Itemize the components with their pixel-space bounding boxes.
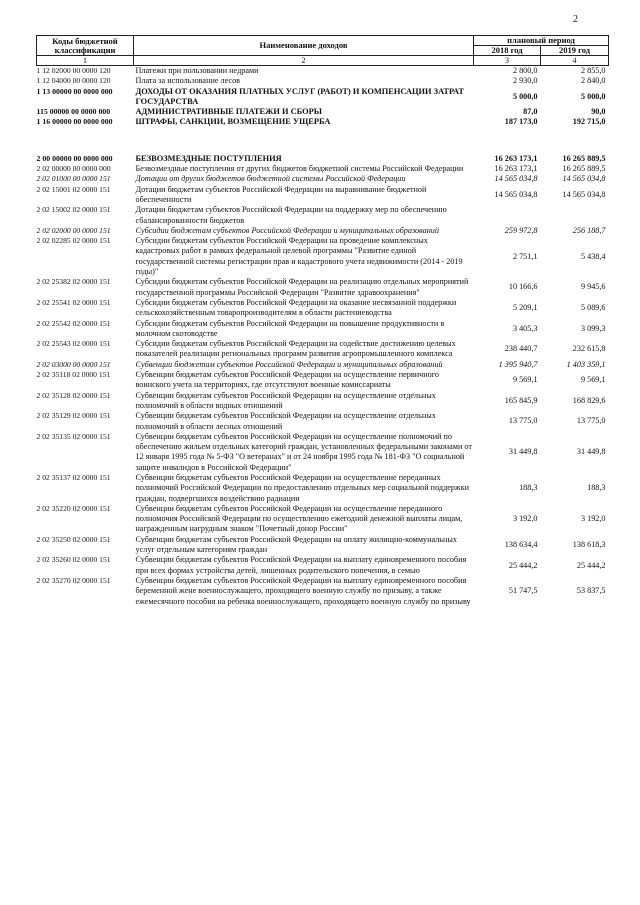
- value-2019: 188,3: [587, 483, 606, 493]
- value-2018: 165 845,9: [504, 395, 538, 405]
- value-2018: [474, 128, 541, 154]
- revenue-name: Субсидии бюджетам субъектов Российской Федерации на повышение продуктивности в молочном скотоводстве: [135, 318, 445, 338]
- table-row: [37, 339, 609, 360]
- budget-code: 2 02 02000 00 0000 151: [36, 225, 111, 235]
- revenue-name: Субвенции бюджетам субъектов Российской Федерации на осуществление первичного воинского учета на территориях, где отсутствуют военные комиссариаты: [135, 370, 439, 390]
- budget-code: 2 02 02285 02 0000 151: [36, 236, 111, 246]
- value-2018: [474, 205, 541, 226]
- budget-code: 2 02 35270 02 0000 151: [36, 575, 111, 585]
- table-row: [37, 277, 609, 298]
- revenue-name: Субсидии бюджетам субъектов Российской Федерации на реализацию отдельных мероприятий государственной программы Российской Федерации "Развитие здравоохранения": [135, 277, 469, 297]
- budget-code: 2 02 25543 02 0000 151: [36, 339, 111, 349]
- revenue-name: Субвенции бюджетам субъектов Российской Федерации на осуществление переданного полномочия Российской Федерации по осуществлению ежегодной денежной выплаты лицам, награжденным нагрудным знаком "Почетный донор России": [135, 503, 463, 534]
- value-2019: 13 775,0: [576, 416, 606, 426]
- table-body: [37, 66, 609, 607]
- revenue-name: Субсидии бюджетам субъектов Российской Федерации на оказание несвязанной поддержки сельскохозяйственным товаропроизводителям в области растениеводства: [135, 297, 457, 318]
- table-row: [37, 473, 609, 504]
- table-row: [37, 154, 609, 164]
- value-2018: 2 751,1: [512, 251, 538, 261]
- revenue-name: Дотации бюджетам субъектов Российской Федерации на выравнивание бюджетной обеспеченности: [135, 184, 427, 204]
- value-2018: 14 565 034,8: [494, 189, 538, 199]
- value-2018: 87,0: [523, 107, 538, 117]
- value-2019: 192 715,0: [572, 117, 606, 127]
- budget-code: 2 02 35135 02 0000 151: [36, 431, 111, 441]
- header-col-4: 4: [541, 56, 609, 66]
- budget-code: 2 02 25541 02 0000 151: [36, 297, 111, 307]
- value-2018: 51 747,5: [508, 586, 538, 596]
- budget-code: [37, 128, 134, 154]
- revenue-name: Субвенции бюджетам субъектов Российской Федерации на осуществление отдельных полномочий в области водных отношений: [135, 390, 436, 410]
- revenue-name: Субвенции бюджетам субъектов Российской Федерации на осуществление переданных полномочий Российской Федерации по предоставлению отдельных мер социальной поддержки граждан, подвергшихся воздействию радиации: [135, 472, 469, 503]
- value-2018: 2 930,0: [512, 76, 538, 86]
- table-row: [37, 128, 609, 154]
- table-row: [37, 107, 609, 117]
- table-row: [37, 535, 609, 556]
- value-2019: 16 265 889,5: [562, 164, 606, 174]
- value-2018: 31 449,8: [508, 447, 538, 457]
- revenue-name: Дотации от других бюджетов бюджетной системы Российской Федерации: [135, 174, 406, 184]
- budget-code: 2 02 25542 02 0000 151: [36, 318, 111, 328]
- header-year-2018: 2018 год: [474, 46, 541, 56]
- value-2019: 25 444,2: [576, 560, 606, 570]
- revenue-name: Субвенции бюджетам субъектов Российской Федерации на выплату единовременного пособия при всех формах устройства детей, лишенных родительского попечения, в семью: [135, 555, 467, 575]
- table-row: [37, 298, 609, 319]
- table-row: [37, 391, 609, 412]
- revenue-name: АДМИНИСТРАТИВНЫЕ ПЛАТЕЖИ И СБОРЫ: [135, 107, 322, 117]
- value-2019: 9 569,1: [580, 375, 606, 385]
- value-2018: 2 800,0: [512, 66, 538, 75]
- table-row: [37, 226, 609, 236]
- value-2019: 90,0: [591, 107, 606, 117]
- budget-code: 2 02 25382 02 0000 151: [36, 277, 111, 287]
- value-2019: 5 000,0: [580, 91, 606, 101]
- revenue-name: Субвенции бюджетам субъектов Российской Федерации на выплату единовременного пособия беременной жене военнослужащего, проходящего военную службу по призыву, а также ежемесячного пособия на ребенка военнослужащего, проходящего военную службу по призыву: [135, 575, 471, 606]
- value-2018: 138 634,4: [504, 539, 538, 549]
- value-2018: 187 173,0: [504, 117, 538, 127]
- value-2019: 31 449,8: [576, 447, 606, 457]
- value-2019: 2 855,0: [580, 66, 606, 75]
- budget-code: 2 02 35118 02 0000 151: [36, 370, 111, 380]
- value-2018: 3 192,0: [512, 514, 538, 524]
- revenue-name: Платежи при пользовании недрами: [135, 66, 259, 75]
- table-row: [37, 185, 609, 206]
- table-row: [37, 164, 609, 174]
- value-2018: 1 395 940,7: [498, 359, 538, 369]
- value-2019: 232 615,8: [572, 344, 606, 354]
- value-2019: 256 188,7: [572, 225, 606, 235]
- header-name: Наименование доходов: [134, 36, 474, 56]
- budget-code: 1 13 00000 00 0000 000: [36, 86, 113, 96]
- value-2018: 188,3: [519, 483, 538, 493]
- budget-code: 2 02 35129 02 0000 151: [36, 411, 111, 421]
- budget-code: 115 00000 00 0000 000: [36, 107, 111, 117]
- budget-code: 1 12 02000 00 0000 120: [36, 66, 111, 75]
- revenue-name: Субсидии бюджетам субъектов Российской Федерации и муниципальных образований: [135, 225, 439, 235]
- value-2018: 9 569,1: [512, 375, 538, 385]
- value-2018: 16 263 173,1: [494, 164, 538, 174]
- revenue-name: Субвенции бюджетам субъектов Российской Федерации на осуществление полномочий по обеспечению жильем отдельных категорий граждан, установленных федеральными законами от 12 января 1995 года № 5-ФЗ "О ветеранах" и от 24 ноября 1995 года № 181-ФЗ "О социальной защите инвалидов в Российской Федерации": [135, 431, 472, 472]
- value-2018: 238 440,7: [504, 344, 538, 354]
- table-row: [37, 76, 609, 86]
- value-2018: 3 405,3: [512, 323, 538, 333]
- header-col-3: 3: [474, 56, 541, 66]
- header-codes: Коды бюджетной классификации: [37, 36, 134, 56]
- header-col-2: 2: [134, 56, 474, 66]
- value-2018: 10 166,6: [508, 282, 538, 292]
- revenue-name: Плата за использование лесов: [135, 76, 241, 86]
- revenue-name: Безвозмездные поступления от других бюджетов бюджетной системы Российской Федерации: [135, 164, 464, 174]
- budget-code: 2 02 01000 00 0000 151: [36, 174, 111, 184]
- value-2019: 2 840,0: [580, 76, 606, 86]
- revenue-name: [134, 128, 474, 154]
- header-col-1: 1: [37, 56, 134, 66]
- table-row: [37, 555, 609, 576]
- table-row: [37, 117, 609, 127]
- page-number: 2: [573, 14, 578, 25]
- value-2019: 14 565 034,8: [562, 189, 606, 199]
- table-row: [37, 319, 609, 340]
- budget-code: 2 02 35137 02 0000 151: [36, 472, 111, 482]
- table-row: [37, 236, 609, 277]
- value-2019: 5 089,6: [580, 303, 606, 313]
- budget-code: 2 00 00000 00 0000 000: [36, 153, 113, 163]
- revenue-table: [36, 35, 609, 607]
- value-2018: 16 263 173,1: [494, 153, 538, 163]
- revenue-name: Дотации бюджетам субъектов Российской Федерации на поддержку мер по обеспечению сбалансированности бюджетов: [135, 205, 447, 225]
- value-2019: 14 565 034,8: [562, 174, 606, 184]
- value-2019: 5 438,4: [580, 251, 606, 261]
- table-row: [37, 432, 609, 473]
- value-2019: 3 099,3: [580, 323, 606, 333]
- table-row: [37, 174, 609, 184]
- budget-code: 2 02 15001 02 0000 151: [36, 184, 111, 194]
- value-2018: 5 000,0: [512, 91, 538, 101]
- table-row: [37, 87, 609, 108]
- budget-code: 2 02 15002 02 0000 151: [36, 205, 111, 215]
- value-2018: 5 209,1: [512, 303, 538, 313]
- revenue-name: Субсидии бюджетам субъектов Российской Федерации на содействие достижению целевых показателей реализации региональных программ развития агропромышленного комплекса: [135, 339, 456, 359]
- revenue-name: Субсидии бюджетам субъектов Российской Федерации на проведение комплексных кадастровых работ в рамках федеральной целевой программы "Развитие единой государственной системы регистрации прав и кадастрового учета недвижимости (2014 - 2019 годы)": [135, 236, 463, 277]
- value-2019: 168 829,6: [572, 395, 606, 405]
- budget-code: 2 02 00000 00 0000 000: [36, 164, 111, 174]
- budget-code: 2 02 35220 02 0000 151: [36, 503, 111, 513]
- value-2019: 1 403 359,1: [566, 359, 606, 369]
- value-2018: 13 775,0: [508, 416, 538, 426]
- budget-code: 1 16 00000 00 0000 000: [36, 117, 113, 127]
- revenue-name: Субвенции бюджетам субъектов Российской Федерации на оплату жилищно-коммунальных услуг отдельным категориям граждан: [135, 534, 457, 555]
- table-row: [37, 411, 609, 432]
- revenue-name: ДОХОДЫ ОТ ОКАЗАНИЯ ПЛАТНЫХ УСЛУГ (РАБОТ) И КОМПЕНСАЦИИ ЗАТРАТ ГОСУДАРСТВА: [135, 86, 464, 106]
- header-period: плановый период: [474, 36, 609, 46]
- value-2019: 3 192,0: [580, 514, 606, 524]
- budget-code: 1 12 04000 00 0000 120: [36, 76, 111, 86]
- budget-code: 2 02 35250 02 0000 151: [36, 534, 111, 544]
- value-2019: 9 945,6: [580, 282, 606, 292]
- value-2019: [541, 128, 609, 154]
- header-year-2019: 2019 год: [541, 46, 609, 56]
- table-header: [37, 36, 609, 66]
- revenue-name: Субвенции бюджетам субъектов Российской Федерации на осуществление отдельных полномочий в области лесных отношений: [135, 411, 436, 431]
- table-row: [37, 504, 609, 535]
- value-2018: 25 444,2: [508, 560, 538, 570]
- budget-code: 2 02 03000 00 0000 151: [36, 359, 111, 369]
- value-2018: 14 565 034,8: [494, 174, 538, 184]
- table-row: [37, 360, 609, 370]
- table-row: [37, 66, 609, 77]
- value-2018: 259 972,8: [504, 225, 538, 235]
- value-2019: [541, 205, 609, 226]
- value-2019: 16 265 889,5: [562, 153, 606, 163]
- revenue-name: БЕЗВОЗМЕЗДНЫЕ ПОСТУПЛЕНИЯ: [135, 153, 282, 163]
- table-row: [37, 205, 609, 226]
- revenue-name: Субвенции бюджетам субъектов Российской Федерации и муниципальных образований: [135, 359, 443, 369]
- table-row: [37, 576, 609, 607]
- budget-code: 2 02 35128 02 0000 151: [36, 390, 111, 400]
- table-row: [37, 370, 609, 391]
- budget-code: 2 02 35260 02 0000 151: [36, 555, 111, 565]
- value-2019: 53 837,5: [576, 586, 606, 596]
- value-2019: 138 618,3: [572, 539, 606, 549]
- revenue-name: ШТРАФЫ, САНКЦИИ, ВОЗМЕЩЕНИЕ УЩЕРБА: [135, 117, 331, 127]
